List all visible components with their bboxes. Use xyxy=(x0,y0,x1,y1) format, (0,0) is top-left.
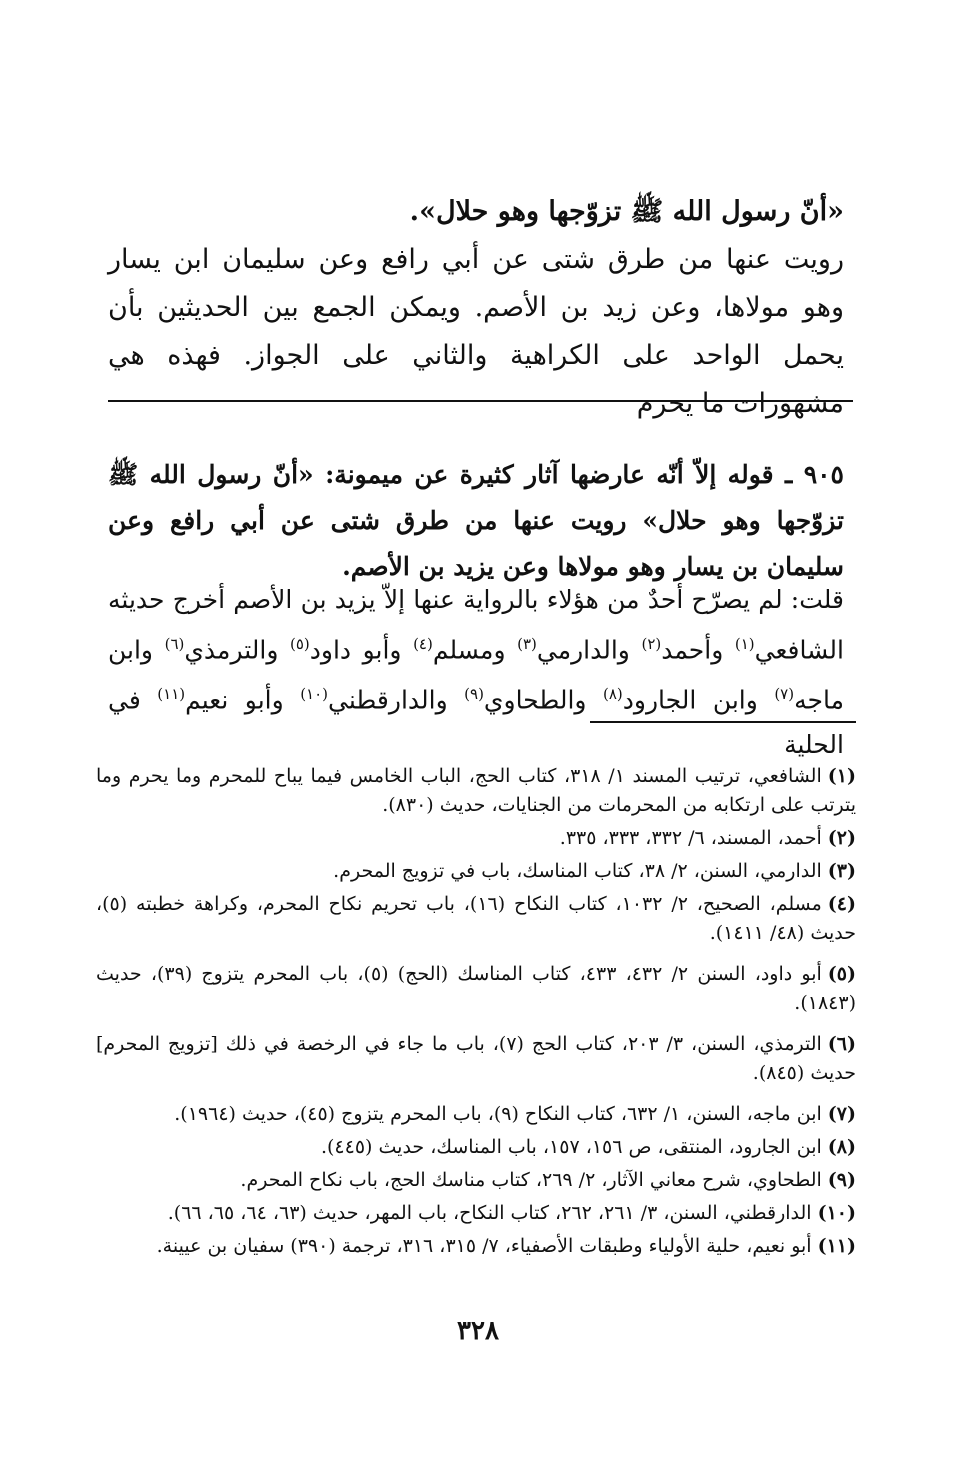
footnote-text: أبو داود، السنن ٢/ ٤٣٢، ٤٣٣، كتاب المناسك (الحج) (٥)، باب المحرم يتزوج (٣٩)، حديث (١٨٤٣). xyxy=(96,963,856,1014)
footnote-item xyxy=(96,1199,856,1228)
footnote-item xyxy=(96,857,856,886)
takhrij-text: والدارمي xyxy=(536,635,630,665)
takhrij-text: ومسلم xyxy=(432,635,506,665)
footnote-number: (٥) xyxy=(827,963,856,985)
main-text-divider xyxy=(108,400,853,402)
takhrij-text: وابن الجارود xyxy=(622,685,758,715)
footnote-ref: (١) xyxy=(734,635,755,653)
commentary-paragraph: ٩٠٥ ـ قوله إلاّ أنّه عارضها آثار كثيرة عن ميمونة: «أنّ رسول الله ﷺ تزوّجها وهو حلال» رويت عنها من طرق شتى عن أبي رافع وعن سليمان بن يسار وهو مولاها وعن يزيد بن الأصم. xyxy=(108,460,844,581)
footnote-divider xyxy=(590,721,856,723)
takhrij-text: والطحاوي xyxy=(483,685,587,715)
footnote-ref: (٣) xyxy=(517,635,537,653)
page-number: ٣٢٨ xyxy=(457,1316,499,1346)
footnote-number: (٢) xyxy=(827,827,856,849)
footnote-ref: (١١) xyxy=(157,685,186,704)
footnote-text: أحمد، المسند، ٦/ ٣٣٢، ٣٣٣، ٣٣٥. xyxy=(559,827,822,849)
footnote-item xyxy=(96,824,856,853)
footnote-text: الدارمي، السنن، ٢/ ٣٨، كتاب المناسك، باب في تزويج المحرم. xyxy=(333,860,822,882)
footnote-number: (١٠) xyxy=(817,1202,856,1224)
takhrij-text: وأحمد xyxy=(661,635,724,665)
footnote-text: مسلم، الصحيح، ٢/ ١٠٣٢، كتاب النكاح (١٦)، باب تحريم نكاح المحرم، وكراهة خطبته (٥)، حديث (٤٨/ ١٤١١). xyxy=(96,893,856,944)
footnote-ref: (٦) xyxy=(164,635,185,653)
footnote-text: أبو نعيم، حلية الأولياء وطبقات الأصفياء، ٧/ ٣١٥، ٣١٦، ترجمة (٣٩٠) سفيان بن عيينة. xyxy=(156,1235,812,1257)
footnote-ref: (٧) xyxy=(774,685,795,704)
takhrij-text: وأبو نعيم xyxy=(185,685,284,715)
footnote-ref: (٥) xyxy=(289,635,310,653)
main-text-paragraph: رويت عنها من طرق شتى عن أبي رافع وعن سليمان ابن يسار وهو مولاها، وعن زيد بن الأصم. ويمكن الجمع بين الحديثين بأن يحمل الواحد على الكراهية والثاني على الجواز. فهذه هي مشهورات ما يحرم xyxy=(108,244,844,419)
footnote-number: (٤) xyxy=(827,893,857,915)
footnote-text: ابن الجارود، المنتقى، ص ١٥٦، ١٥٧، باب المناسك، حديث (٤٤٥). xyxy=(320,1136,822,1158)
footnote-item xyxy=(96,1166,856,1195)
footnote-item xyxy=(96,890,856,948)
footnote-ref: (٢) xyxy=(641,635,662,653)
footnote-ref: (١٠) xyxy=(300,685,329,704)
takhrij-text: والدارقطني xyxy=(328,685,448,715)
footnote-number: (١١) xyxy=(817,1235,856,1257)
footnotes-list xyxy=(96,762,856,1265)
footnote-ref: (٤) xyxy=(413,635,433,653)
footnote-text: الشافعي، ترتيب المسند ١/ ٣١٨، كتاب الحج، الباب الخامس فيما يباح للمحرم وما يحرم وما يترتب على ارتكابه من المحرمات من الجنايات، حديث (٨٣٠). xyxy=(96,765,856,816)
footnote-ref: (٩) xyxy=(464,685,484,704)
footnote-text: الترمذي، السنن، ٣/ ٢٠٣، كتاب الحج (٧)، باب ما جاء في الرخصة في ذلك [تزويج المحرم] حديث (٨٤٥). xyxy=(96,1033,856,1084)
footnote-number: (١) xyxy=(827,765,856,787)
hadith-quote-line: «أنّ رسول الله ﷺ تزوّجها وهو حلال». xyxy=(409,196,844,227)
footnote-number: (٨) xyxy=(827,1136,856,1158)
footnote-item xyxy=(96,960,856,1018)
footnote-text: الدارقطني، السنن، ٣/ ٢٦١، ٢٦٢، كتاب النكاح، باب المهر، حديث (٦٣، ٦٤، ٦٥، ٦٦). xyxy=(167,1202,812,1224)
takhrij-text: والترمذي xyxy=(184,635,279,665)
footnote-item xyxy=(96,1030,856,1088)
footnote-number: (٣) xyxy=(827,860,856,882)
footnote-item xyxy=(96,1100,856,1129)
footnote-number: (٩) xyxy=(827,1169,856,1191)
footnote-item xyxy=(96,1133,856,1162)
takhrij-text: وأبو داود xyxy=(309,635,402,665)
footnote-item xyxy=(96,1232,856,1261)
takhrij-paragraph xyxy=(108,578,844,767)
footnote-ref: (٨) xyxy=(602,685,623,704)
takhrij-text: قلت: لم يصرّح أحدٌ من هؤلاء بالرواية عنها إلاّ يزيد بن الأصم أخرج حديثه الشافعي xyxy=(108,585,844,665)
takhrij-text: وابن ماجه xyxy=(108,635,844,715)
footnote-number: (٦) xyxy=(827,1033,856,1055)
footnote-number: (٧) xyxy=(827,1103,856,1125)
takhrij-text: في الحلية xyxy=(108,685,844,759)
footnote-item xyxy=(96,762,856,820)
footnote-text: ابن ماجه، السنن، ١/ ٦٣٢، كتاب النكاح (٩)، باب المحرم يتزوج (٤٥)، حديث (١٩٦٤). xyxy=(174,1103,822,1125)
footnote-text: الطحاوي، شرح معاني الآثار، ٢/ ٢٦٩، كتاب مناسك الحج، باب نكاح المحرم. xyxy=(240,1169,822,1191)
